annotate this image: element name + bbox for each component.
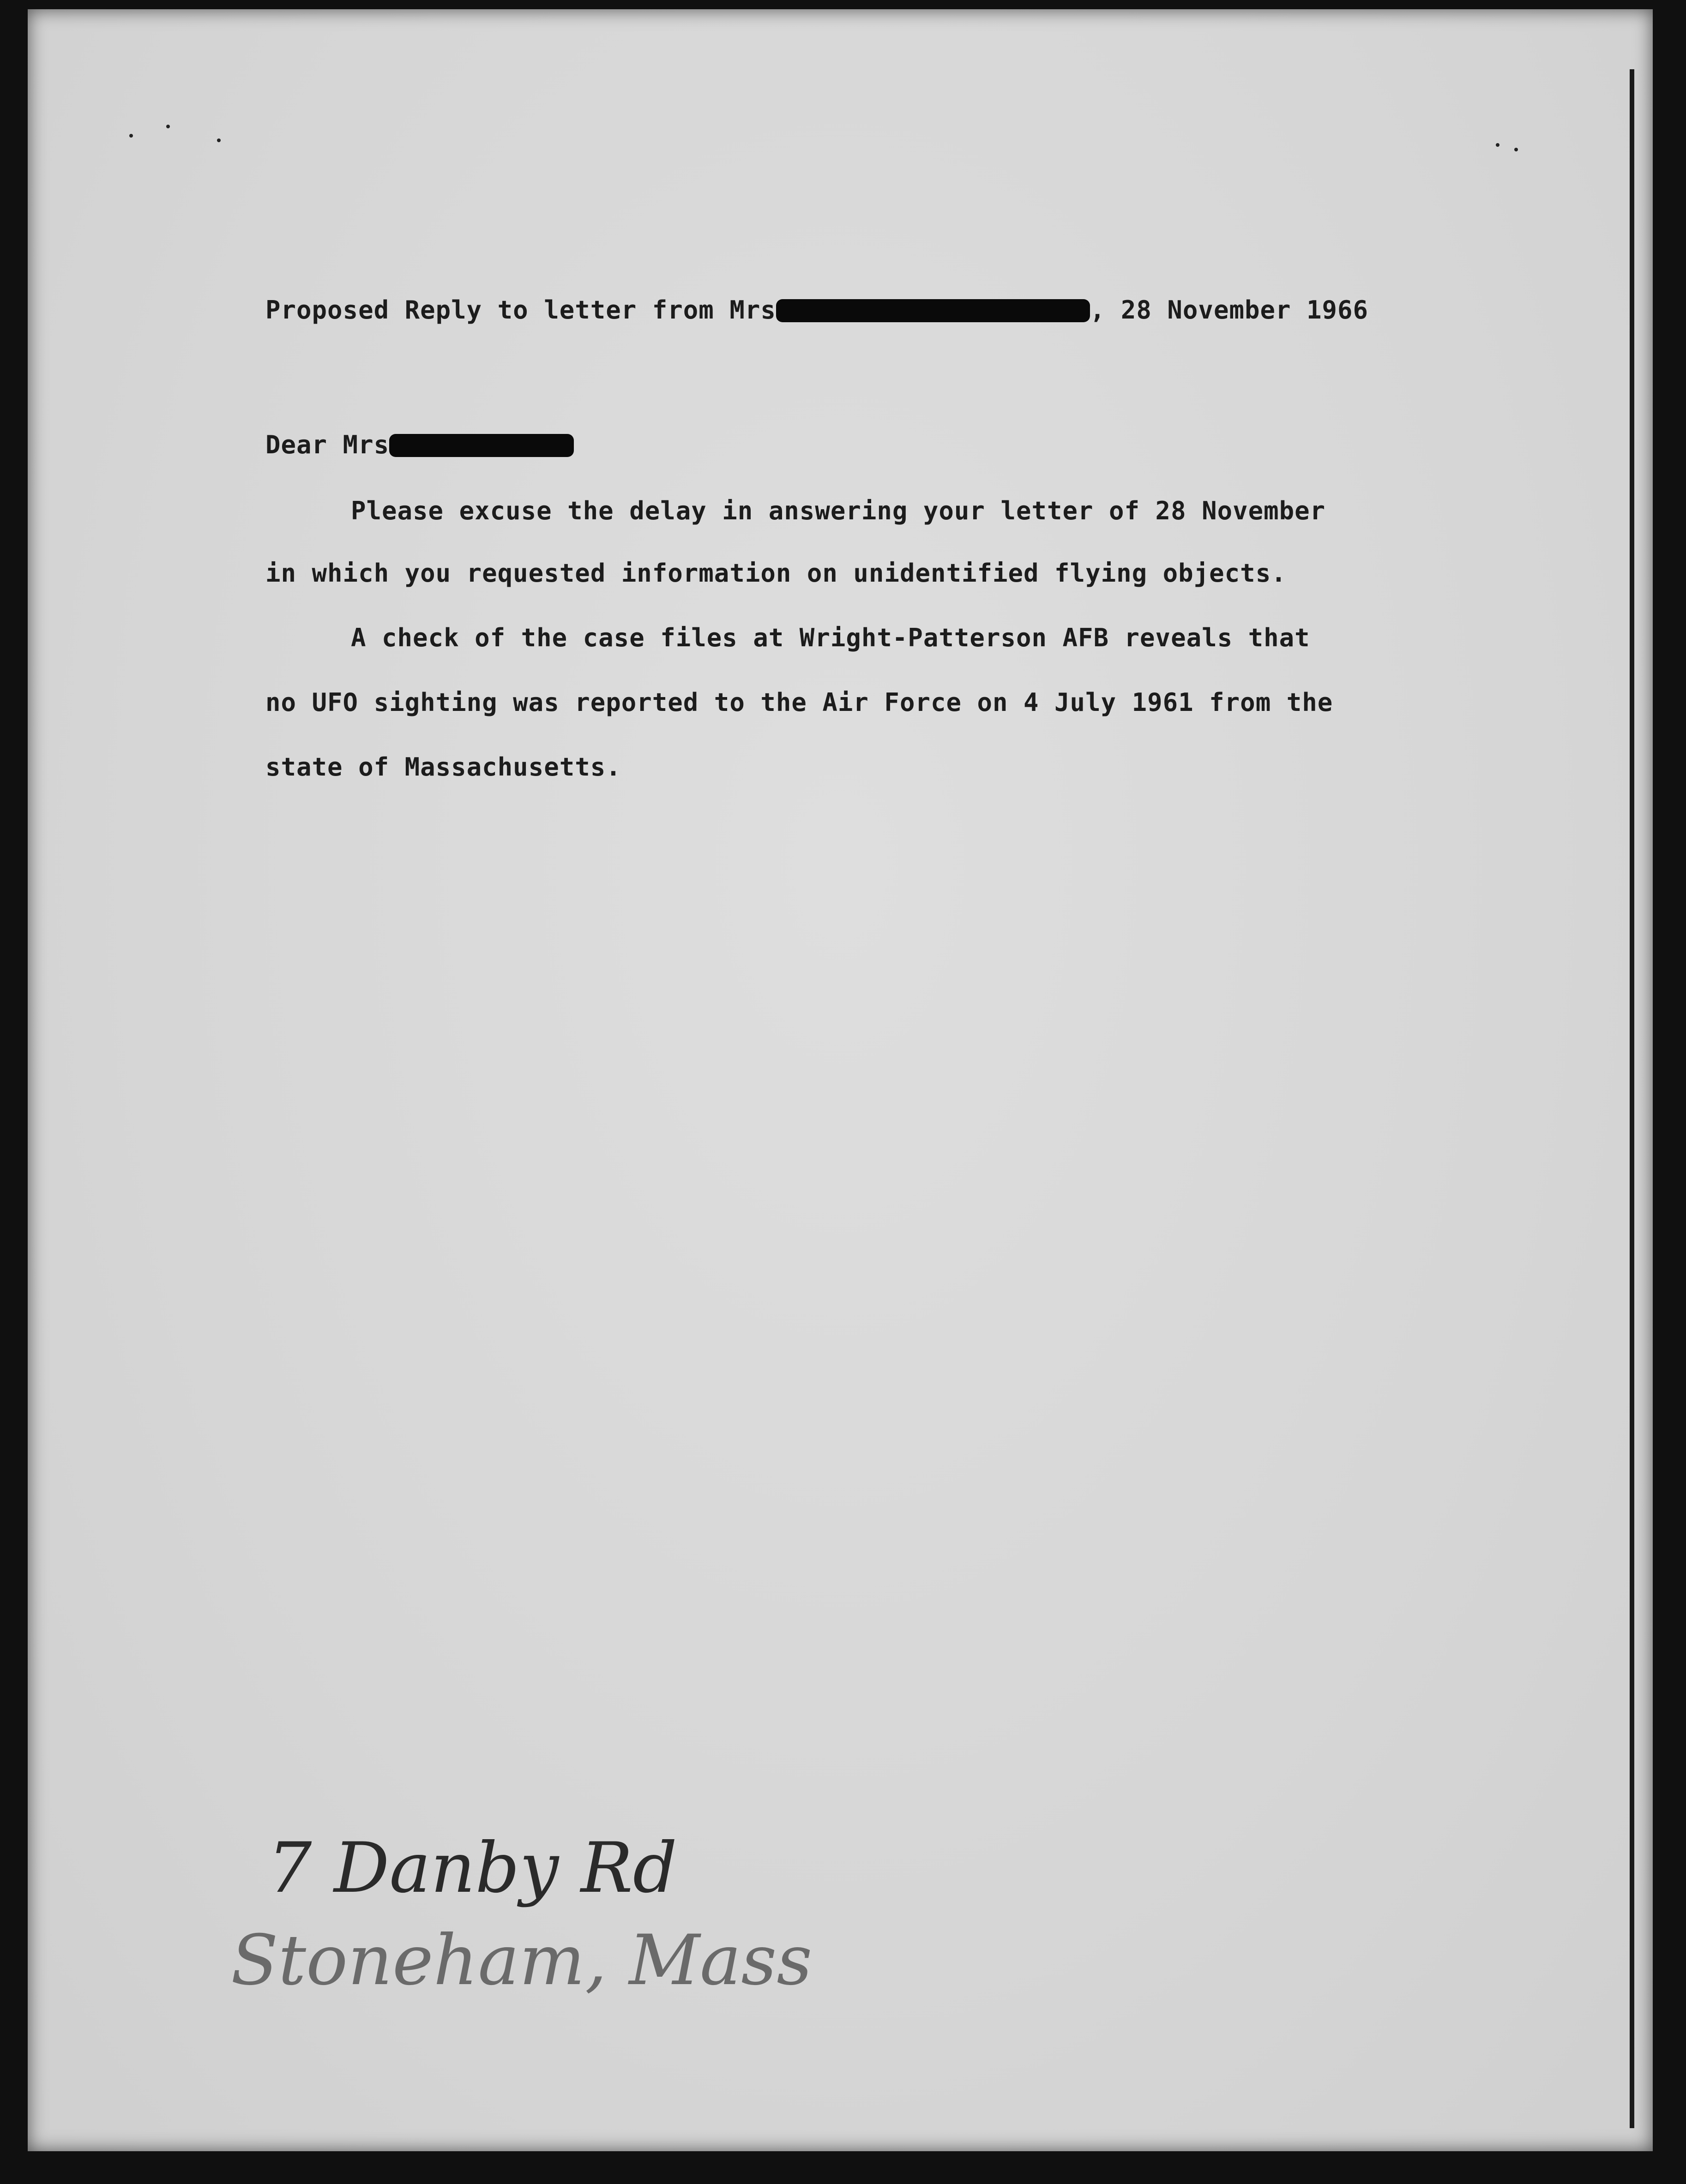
dust-speck <box>166 125 170 128</box>
salutation-text: Dear Mrs <box>265 430 390 459</box>
handwritten-address-line-1: 7 Danby Rd <box>268 1828 677 1908</box>
paragraph-2-line-3: state of Massachusetts. <box>265 752 621 782</box>
handwritten-address-line-2: Stoneham, Mass <box>231 1920 813 2001</box>
paragraph-1-line-1: Please excuse the delay in answering your letter of 28 November <box>351 496 1326 525</box>
paragraph-2-line-1: A check of the case files at Wright-Patterson AFB reveals that <box>351 623 1310 652</box>
redaction-bar <box>776 299 1090 322</box>
page-edge-line <box>1630 69 1634 2128</box>
paragraph-2-line-2: no UFO sighting was reported to the Air Force on 4 July 1961 from the <box>265 688 1333 717</box>
dust-speck <box>1514 148 1518 151</box>
dust-speck <box>1496 143 1499 147</box>
heading-date: , 28 November 1966 <box>1090 295 1369 325</box>
dust-speck <box>217 138 221 142</box>
paragraph-1-line-2: in which you requested information on unidentified flying objects. <box>265 559 1287 588</box>
redaction-bar <box>389 434 574 457</box>
salutation <box>265 430 574 459</box>
heading-prefix: Proposed Reply to letter from Mrs <box>265 295 776 325</box>
dust-speck <box>129 134 133 138</box>
letter-heading <box>265 295 1368 325</box>
